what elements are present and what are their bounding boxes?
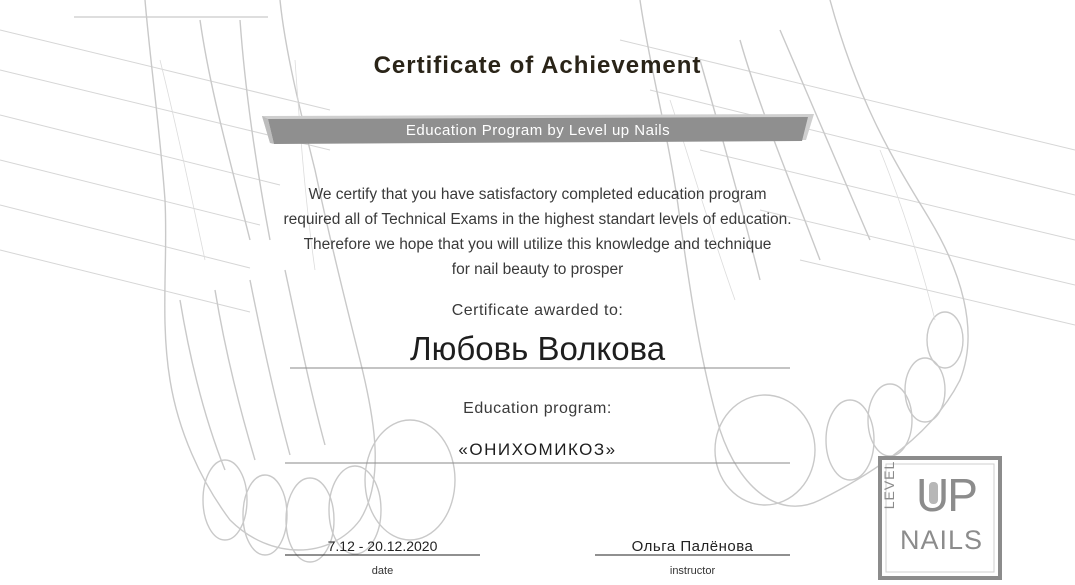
date-label: date bbox=[371, 565, 394, 577]
instructor-label: instructor bbox=[669, 565, 716, 577]
body-line: We certify that you have satisfactory completed education program bbox=[308, 186, 767, 203]
body-line: for nail beauty to prosper bbox=[451, 261, 624, 278]
body-line: required all of Technical Exams in the highest standart levels of education. bbox=[283, 211, 792, 228]
instructor-name: Ольга Палёнова bbox=[631, 538, 754, 555]
education-program-label: Education program: bbox=[463, 400, 612, 417]
certificate-title: Certificate of Achievement bbox=[373, 52, 702, 79]
awarded-to-label: Certificate awarded to: bbox=[451, 302, 624, 319]
education-program-name: «ОНИХОМИКОЗ» bbox=[458, 440, 617, 459]
logo-level-text: LEVEL bbox=[881, 460, 897, 510]
body-line: Therefore we hope that you will utilize this knowledge and technique bbox=[303, 236, 772, 253]
program-banner-text: Education Program by Level up Nails bbox=[405, 122, 671, 139]
certificate-body bbox=[250, 182, 825, 282]
date-value: 7.12 - 20.12.2020 bbox=[327, 538, 438, 554]
recipient-name: Любовь Волкова bbox=[409, 330, 666, 367]
logo-up-text: UP bbox=[916, 469, 976, 521]
logo-nails-text: NAILS bbox=[900, 525, 984, 555]
